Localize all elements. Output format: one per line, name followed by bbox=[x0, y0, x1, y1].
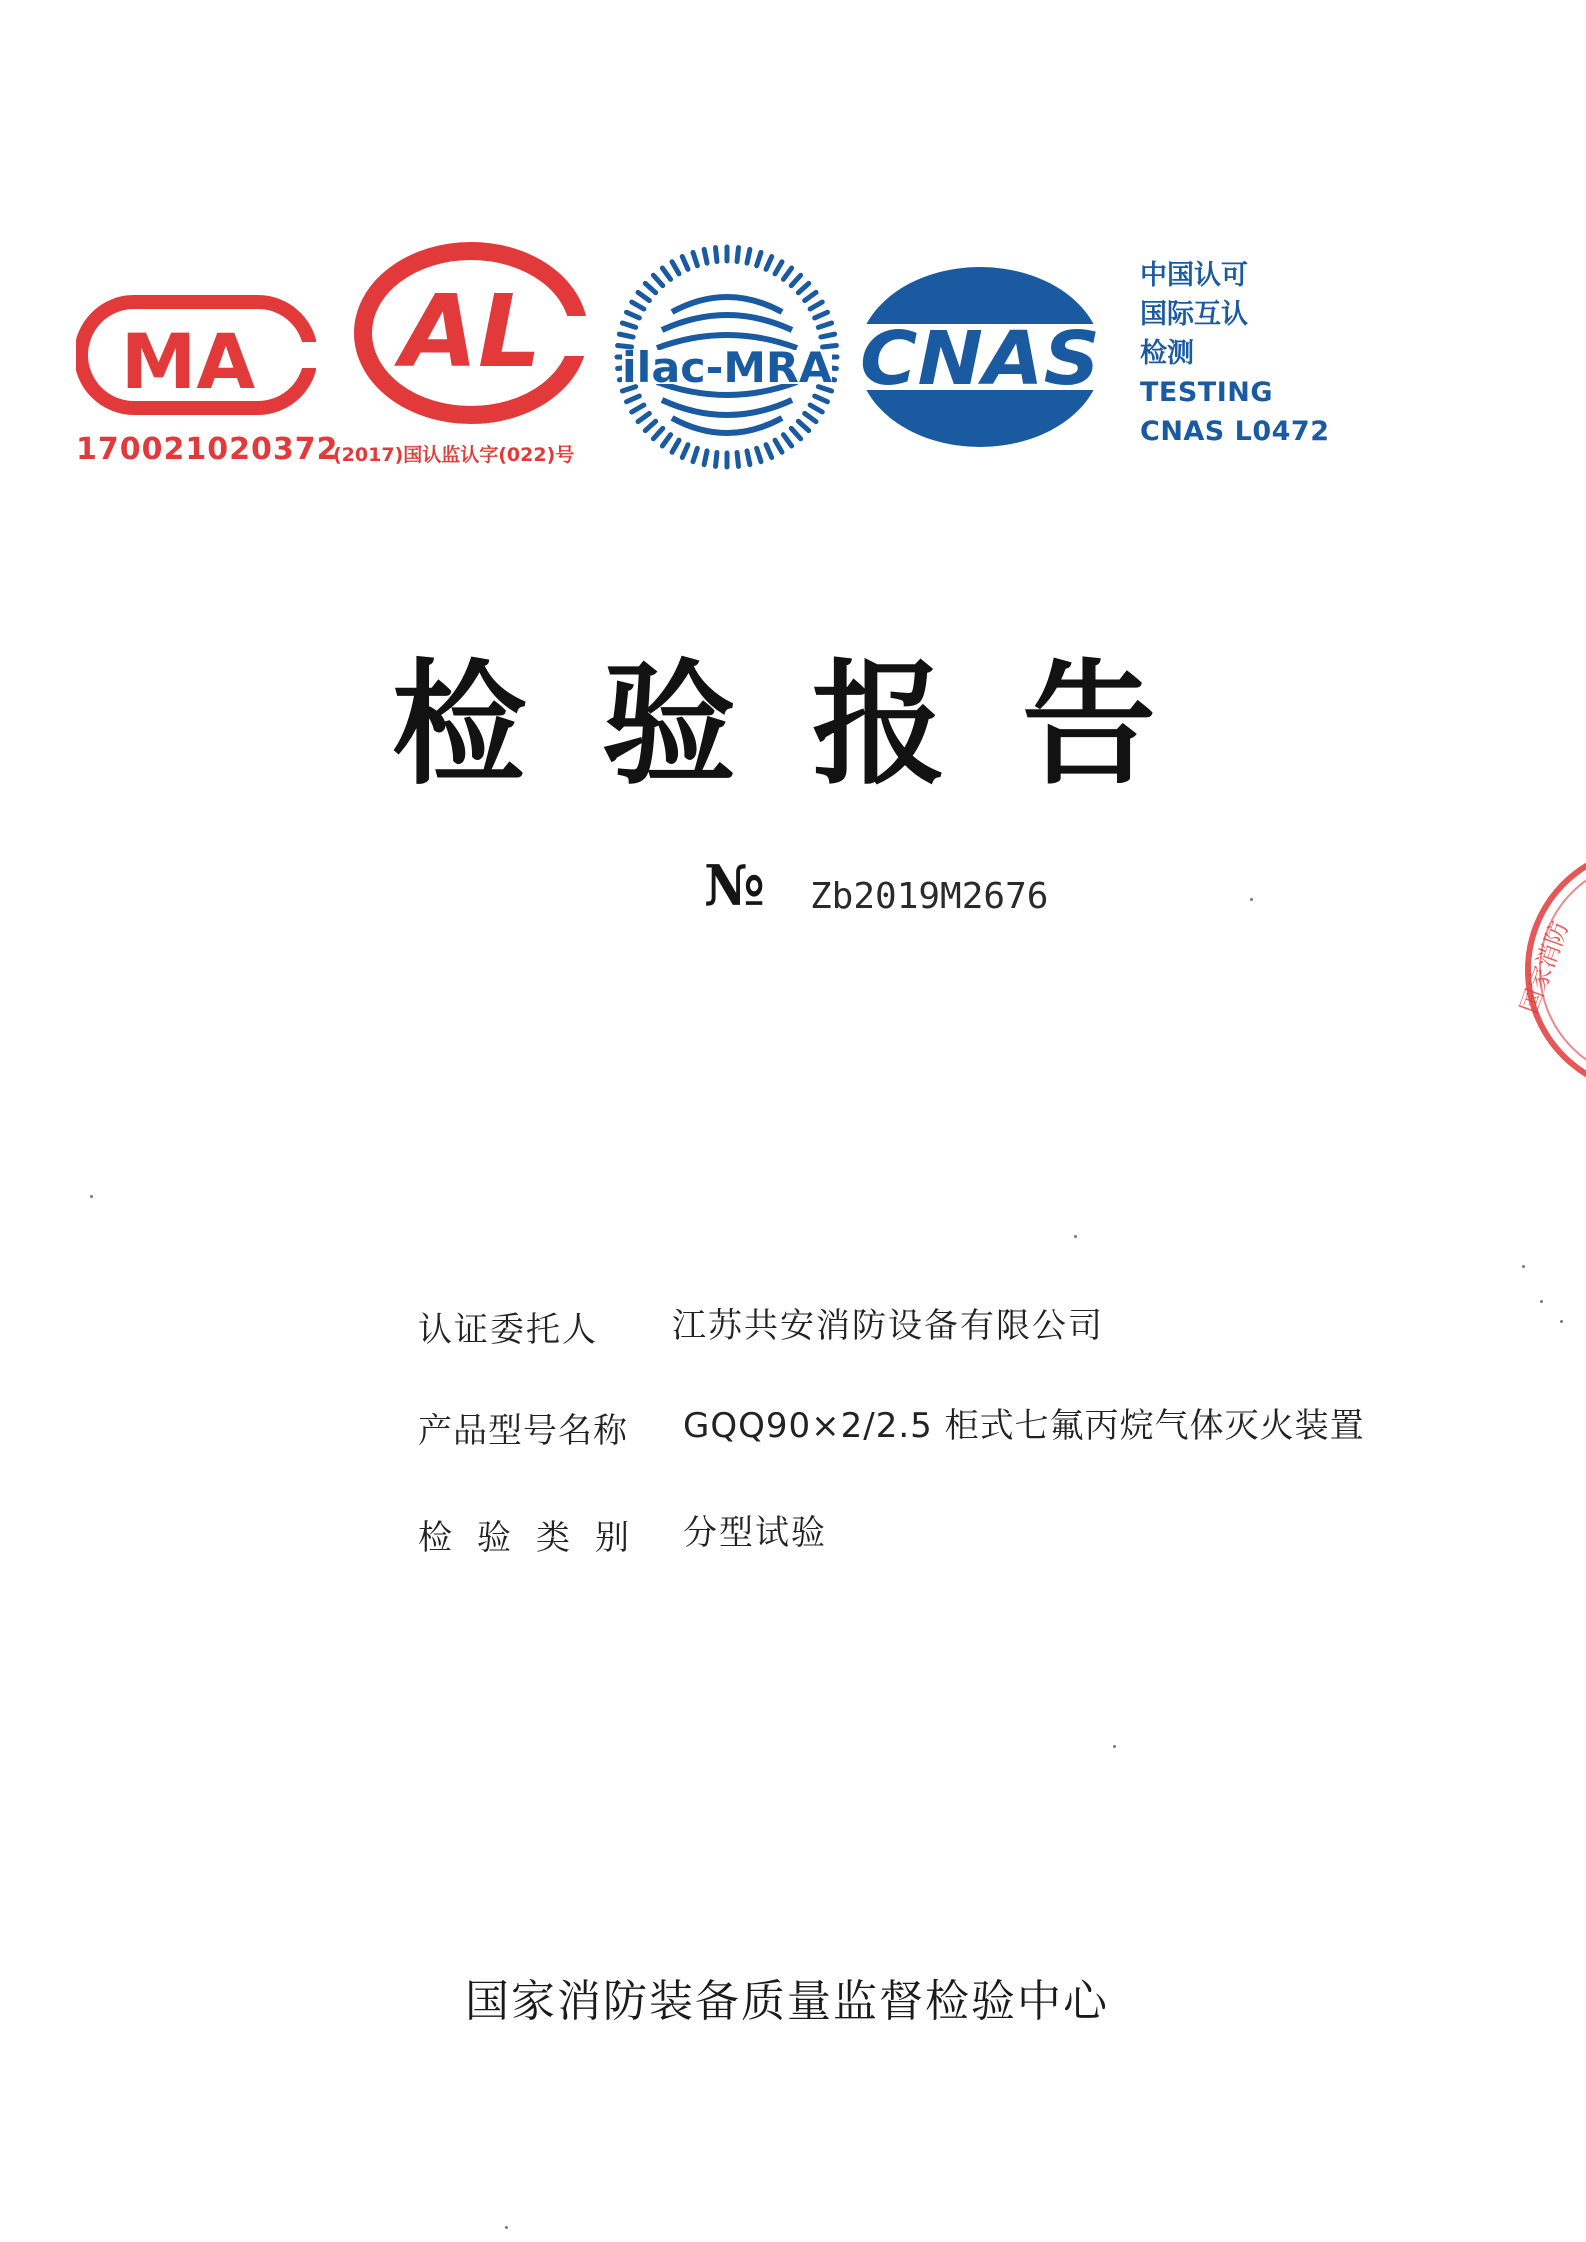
ilac-seal-tick bbox=[704, 249, 707, 263]
inspection-type-label: 检验类别 bbox=[418, 1518, 654, 1558]
cnas-line-5: CNAS L0472 bbox=[1140, 416, 1330, 447]
cnas-line-1: 中国认可 bbox=[1140, 260, 1248, 291]
ilac-seal-tick bbox=[810, 302, 822, 309]
ilac-seal-tick bbox=[662, 435, 670, 446]
scan-speck bbox=[505, 2226, 508, 2229]
ilac-seal-tick bbox=[747, 249, 750, 263]
ilac-seal-tick bbox=[798, 283, 808, 292]
ilac-seal-tick bbox=[815, 312, 828, 318]
ilac-seal-tick bbox=[653, 428, 662, 438]
ilac-seal-tick bbox=[747, 451, 750, 465]
ilac-seal-tick bbox=[805, 292, 816, 300]
cnas-accreditation-text bbox=[1140, 256, 1330, 451]
ilac-seal-tick bbox=[775, 262, 782, 274]
stamp-text: 国家消防 bbox=[1514, 917, 1575, 1018]
ilac-seal-tick bbox=[693, 252, 697, 265]
ilac-seal-tick bbox=[704, 451, 707, 465]
ilac-seal-tick bbox=[775, 440, 782, 452]
ilac-seal-tick bbox=[638, 413, 649, 421]
scan-speck bbox=[1540, 1300, 1543, 1303]
ilac-seal-tick bbox=[783, 435, 791, 446]
scan-speck bbox=[90, 1195, 93, 1198]
report-number: Zb2019M2676 bbox=[810, 876, 1049, 917]
issuing-organization: 国家消防装备质量监督检验中心 bbox=[465, 1976, 1109, 2027]
ilac-seal-tick bbox=[737, 452, 738, 466]
cal-approval-number: (2017)国认监认字(022)号 bbox=[333, 444, 575, 466]
numero-sign: № bbox=[704, 853, 765, 919]
ilac-seal-tick bbox=[818, 323, 831, 327]
cma-number: 170021020372 bbox=[76, 432, 339, 467]
ilac-seal-tick bbox=[627, 312, 640, 318]
scan-speck bbox=[1113, 1745, 1116, 1748]
ilac-seal-tick bbox=[805, 413, 816, 421]
ilac-seal-tick bbox=[821, 334, 835, 337]
ilac-seal-tick bbox=[627, 396, 640, 402]
scan-speck bbox=[1522, 1265, 1525, 1268]
ilac-seal-tick bbox=[766, 445, 772, 458]
ilac-seal-tick bbox=[783, 268, 791, 279]
ilac-seal-tick bbox=[672, 262, 679, 274]
ilac-seal-tick bbox=[653, 275, 662, 285]
ilac-seal-tick bbox=[632, 302, 644, 309]
inspection-type-value: 分型试验 bbox=[683, 1513, 827, 1553]
ilac-seal-tick bbox=[798, 421, 808, 430]
product-value: GQQ90×2/2.5 柜式七氟丙烷气体灭火装置 bbox=[683, 1406, 1365, 1446]
client-label: 认证委托人 bbox=[418, 1310, 598, 1350]
ilac-seal-tick bbox=[622, 323, 635, 327]
cnas-line-2: 国际互认 bbox=[1140, 299, 1248, 330]
ilac-seal-tick bbox=[757, 448, 761, 461]
cal-logo-text: AL bbox=[400, 273, 542, 390]
scan-speck bbox=[1560, 1320, 1563, 1323]
ilac-seal-tick bbox=[662, 268, 670, 279]
ilac-mra-logo bbox=[612, 242, 842, 472]
client-value: 江苏共安消防设备有限公司 bbox=[672, 1306, 1104, 1346]
scan-speck bbox=[1074, 1235, 1077, 1238]
ilac-seal-tick bbox=[810, 405, 822, 412]
report-title: 检验报告 bbox=[391, 647, 1232, 803]
ilac-seal-tick bbox=[766, 257, 772, 270]
ilac-seal-tick bbox=[737, 248, 738, 262]
ilac-seal-tick bbox=[638, 292, 649, 300]
ilac-seal-tick bbox=[757, 252, 761, 265]
ilac-mra-text: ilac-MRA bbox=[622, 343, 833, 392]
product-label: 产品型号名称 bbox=[418, 1411, 628, 1451]
ilac-seal-tick bbox=[632, 405, 644, 412]
ilac-seal-tick bbox=[791, 275, 800, 285]
ilac-seal-tick bbox=[815, 396, 828, 402]
ilac-seal-tick bbox=[693, 448, 697, 461]
ilac-seal-tick bbox=[682, 445, 688, 458]
cal-logo bbox=[353, 238, 593, 428]
ilac-seal-tick bbox=[682, 257, 688, 270]
ilac-seal-tick bbox=[645, 421, 655, 430]
cma-logo-text: MA bbox=[120, 317, 256, 406]
ilac-seal-tick bbox=[716, 248, 717, 262]
ilac-seal-tick bbox=[791, 428, 800, 438]
official-stamp bbox=[1500, 840, 1586, 1100]
ilac-seal-tick bbox=[619, 334, 633, 337]
cma-logo bbox=[76, 290, 316, 420]
ilac-seal-tick bbox=[672, 440, 679, 452]
cnas-line-3: 检测 bbox=[1140, 338, 1194, 369]
ilac-seal-tick bbox=[645, 283, 655, 292]
cnas-line-4: TESTING bbox=[1140, 377, 1274, 408]
ilac-seal-tick bbox=[716, 452, 717, 466]
scan-speck bbox=[1250, 898, 1253, 901]
cnas-logo-text: CNAS bbox=[860, 316, 1100, 402]
cnas-logo bbox=[852, 262, 1110, 452]
